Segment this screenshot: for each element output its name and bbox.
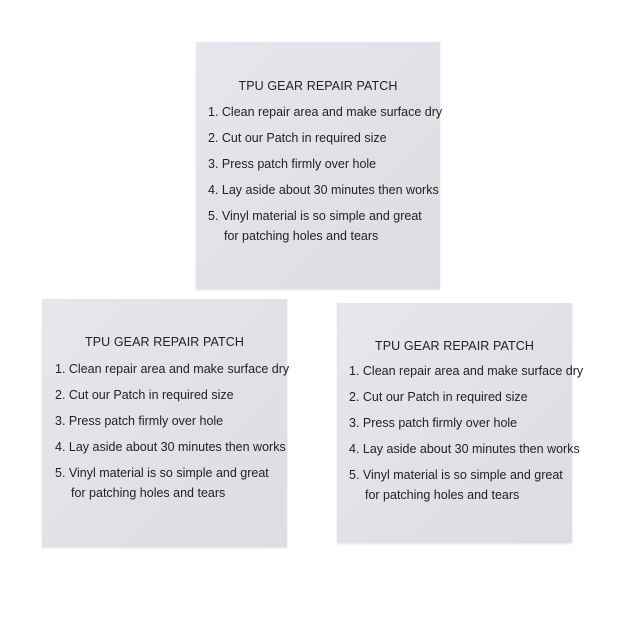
step-3: 3. Press patch firmly over hole xyxy=(55,414,224,428)
step-4: 4. Lay aside about 30 minutes then works xyxy=(349,442,580,456)
step-5-text: 5. Vinyl material is so simple and great xyxy=(349,468,563,482)
step-4: 4. Lay aside about 30 minutes then works xyxy=(55,440,286,454)
instruction-card-top xyxy=(196,42,443,289)
step-5-continuation: for patching holes and tears xyxy=(71,486,226,500)
step-1: 1. Clean repair area and make surface dry xyxy=(349,364,584,378)
step-2: 2. Cut our Patch in required size xyxy=(349,390,528,404)
step-5-continuation: for patching holes and tears xyxy=(365,488,520,502)
steps-list xyxy=(349,358,583,505)
step-5 xyxy=(208,203,442,246)
step-2: 2. Cut our Patch in required size xyxy=(55,388,234,402)
card-title: TPU GEAR REPAIR PATCH xyxy=(238,79,398,93)
instruction-card-right xyxy=(337,303,584,543)
steps-list xyxy=(55,356,289,503)
step-5-text: 5. Vinyl material is so simple and great xyxy=(55,466,269,480)
step-3: 3. Press patch firmly over hole xyxy=(349,416,518,430)
steps-list xyxy=(208,99,442,246)
step-5 xyxy=(349,462,583,505)
card-title: TPU GEAR REPAIR PATCH xyxy=(374,339,535,353)
step-1: 1. Clean repair area and make surface dry xyxy=(208,105,443,119)
step-2: 2. Cut our Patch in required size xyxy=(208,131,387,145)
instruction-card-left xyxy=(42,299,290,547)
step-5 xyxy=(55,460,289,503)
step-3: 3. Press patch firmly over hole xyxy=(208,157,377,171)
step-5-continuation: for patching holes and tears xyxy=(224,229,379,243)
step-1: 1. Clean repair area and make surface dry xyxy=(55,362,290,376)
card-title: TPU GEAR REPAIR PATCH xyxy=(84,335,245,349)
step-5-text: 5. Vinyl material is so simple and great xyxy=(208,209,422,223)
step-4: 4. Lay aside about 30 minutes then works xyxy=(208,183,439,197)
